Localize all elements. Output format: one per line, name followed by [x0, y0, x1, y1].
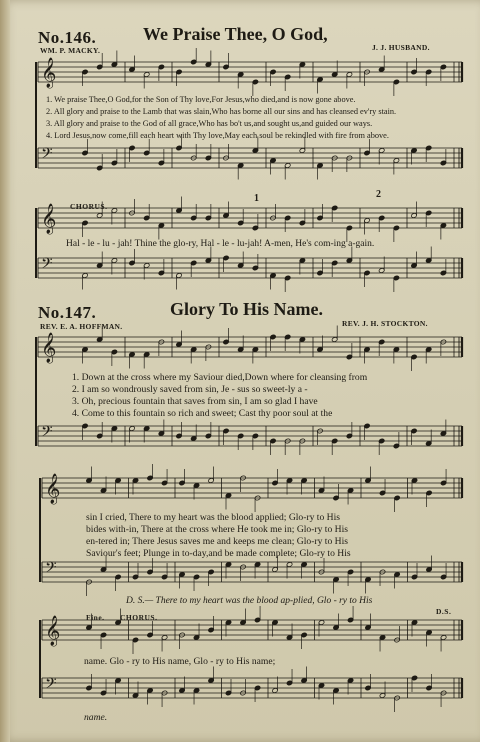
treble-clef-icon: 𝄞	[41, 333, 57, 363]
staff-4	[38, 247, 462, 293]
treble-clef-icon: 𝄞	[41, 58, 57, 88]
hymn-147-ds-line: D. S.— There to my heart was the blood ap-plied, Glo - ry to His	[126, 596, 373, 606]
hymn-147-verse-4a: 4. Come to this fountain so rich and sweet; Cast thy poor soul at the	[72, 408, 333, 419]
bass-clef-icon: 𝄢	[41, 255, 53, 276]
hymn-147-verse-4b: Saviour's feet; Plunge in to-day,and be made complete; Glo-ry to His	[86, 548, 351, 559]
hymn-146-verse-1: 1. We praise Thee,O God,for the Son of Thy love,For Jesus,who died,and is now gone above.	[46, 95, 356, 104]
hymn-146-chorus-label: CHORUS.	[70, 202, 108, 211]
treble-clef-icon: 𝄞	[45, 616, 61, 646]
hymn-147-fine-label: Fine.	[86, 613, 105, 622]
hymn-146-verse-2: 2. All glory and praise to the Lamb that was slain,Who has borne all our sins and has cleansed ev'ry stain.	[46, 107, 397, 116]
hymn-147-verse-1a: 1. Down at the cross where my Saviour died,Down where for cleansing from	[72, 372, 368, 383]
hymn-146-title: We Praise Thee, O God,	[143, 24, 328, 44]
treble-clef-icon: 𝄞	[41, 204, 57, 234]
hymn-147-chorus-lyrics: name. Glo - ry to His name, Glo - ry to His name;	[84, 656, 276, 667]
hymn-146-second-ending: 2	[376, 189, 382, 200]
hymn-146-composer: WM. P. MACKY.	[40, 46, 101, 55]
bass-clef-icon: 𝄢	[41, 145, 53, 166]
bass-clef-icon: 𝄢	[41, 423, 53, 444]
staff-9	[42, 606, 462, 654]
staff-10	[42, 667, 462, 713]
hymn-147-chorus-label: CHORUS.	[120, 613, 158, 622]
bass-clef-icon: 𝄢	[45, 559, 57, 580]
hymn-147-verse-1b: sin I cried, There to my heart was the blood applied; Glo-ry to His	[86, 512, 340, 523]
hymn-147-verse-2a: 2. I am so wondrously saved from sin, Je - sus so sweet-ly a -	[72, 384, 308, 395]
staff-6	[38, 420, 462, 456]
hymn-146-number: No.146.	[38, 28, 97, 47]
staff-1	[38, 48, 462, 96]
hymn-147-author: REV. E. A. HOFFMAN.	[40, 322, 123, 331]
hymn-146-verse-3: 3. All glory and praise to the God of all grace,Who has bo't us,and sought us,and guided our ways.	[46, 119, 373, 128]
hymn-146-verse-4: 4. Lord Jesus,now come,fill each heart with Thy love,May each soul be rekindled with fire from above.	[46, 131, 389, 140]
hymn-147-title: Glory To His Name.	[170, 299, 324, 319]
hymn-147-verse-2b: bides with-in, There at the cross where He took me in; Glo-ry to His	[86, 524, 348, 535]
hymn-147-verse-3a: 3. Oh, precious fountain that saves from sin, I am so glad I have	[72, 396, 318, 407]
hymn-147-ds-label: D.S.	[436, 607, 452, 616]
hymn-146-chorus-lyrics: Hal - le - lu - jah! Thine the glo-ry, Hal - le - lu-jah! A-men, He's com-ing a-gain.	[66, 239, 375, 249]
staff-5	[38, 326, 462, 372]
treble-clef-icon: 𝄞	[45, 474, 61, 504]
hymn-147-number: No.147.	[38, 303, 97, 322]
staff-8	[42, 556, 462, 597]
staff-2	[38, 131, 462, 180]
hymn-147-composer: REV. J. H. STOCKTON.	[342, 319, 428, 328]
staff-7	[42, 464, 462, 512]
hymn-146-first-ending: 1	[254, 193, 260, 204]
hymn-147-verse-3b: en-tered in; There Jesus saves me and keeps me clean; Glo-ry to His	[86, 536, 348, 547]
hymn-147-final-word: name.	[84, 712, 108, 723]
bass-clef-icon: 𝄢	[45, 675, 57, 696]
hymn-146-arranger: J. J. HUSBAND.	[372, 43, 430, 52]
